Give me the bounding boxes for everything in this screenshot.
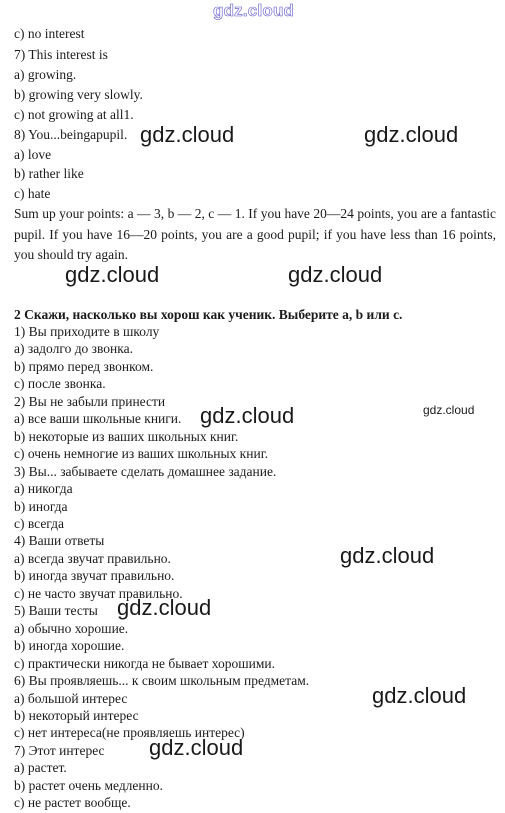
option-q7-c: c) not growing at all1. (14, 107, 134, 122)
russian-line: 5) Ваши тесты (14, 603, 98, 619)
russian-line: c) после звонка. (14, 376, 106, 392)
option-q8-c: c) hate (14, 186, 51, 201)
russian-line: a) задолго до звонка. (14, 341, 133, 357)
watermark: gdz.cloud (200, 403, 295, 428)
question-8-title: 8) You...beingapupil. (14, 127, 128, 142)
russian-line: 3) Вы... забываете сделать домашнее задание. (14, 463, 277, 479)
russian-heading: 2 Скажи, насколько вы хорош как ученик. Выберите a, b или c. (14, 307, 403, 322)
russian-line: c) не часто звучат правильно. (14, 585, 183, 601)
option-q7-a: a) growing. (14, 67, 77, 82)
russian-line: c) всегда (14, 516, 65, 531)
russian-line: 6) Вы проявляешь... к своим школьным предметам. (14, 673, 310, 688)
watermark: gdz.cloud (372, 683, 467, 708)
watermark: gdz.cloud (149, 735, 244, 760)
option-q6-c: c) no interest (14, 26, 85, 41)
watermark: gdz.cloud (288, 262, 383, 287)
russian-line: a) большой интерес (14, 690, 128, 706)
russian-line: a) все ваши школьные книги. (14, 411, 182, 427)
option-q8-a: a) love (14, 147, 52, 162)
watermark: gdz.cloud (423, 403, 475, 417)
russian-line: 1) Вы приходите в школу (14, 324, 160, 339)
option-q7-b: b) growing very slowly. (14, 87, 143, 102)
question-7-title: 7) This interest is (14, 47, 108, 62)
russian-line: 7) Этот интерес (14, 742, 105, 758)
russian-line: c) практически никогда не бывает хорошими. (14, 655, 276, 671)
watermark: gdz.cloud (340, 543, 435, 568)
russian-line: b) иногда хорошие. (14, 638, 125, 654)
russian-line: c) очень немногие из ваших школьных книг. (14, 446, 269, 462)
option-q8-b: b) rather like (14, 166, 84, 181)
watermark: gdz.cloud (117, 595, 212, 620)
summary-paragraph: Sum up your points: a — 3, b — 2, c — 1. If you have 20—24 points, you are a fantastic pupil. If you have 16—20 points, you are a good pupil; if you have less than 16 points, you should try again. (14, 206, 496, 262)
russian-line: 4) Ваши ответы (14, 533, 105, 549)
russian-line: b) некоторый интерес (14, 707, 139, 723)
russian-line: b) растет очень медленно. (14, 777, 163, 793)
russian-line: a) никогда (14, 481, 73, 496)
russian-line: c) не растет вообще. (14, 795, 131, 811)
watermark-top: gdz.cloud (213, 1, 295, 20)
watermark: gdz.cloud (364, 122, 459, 147)
russian-line: b) иногда звучат правильно. (14, 568, 175, 584)
russian-line: a) обычно хорошие. (14, 620, 129, 636)
watermark: gdz.cloud (140, 122, 235, 147)
watermark: gdz.cloud (65, 262, 160, 287)
russian-line: c) нет интереса(не проявляешь интерес) (14, 725, 245, 741)
russian-line: a) растет. (14, 760, 67, 776)
russian-line: b) прямо перед звонком. (14, 358, 154, 374)
russian-line: b) иногда (14, 498, 68, 514)
russian-line: b) некоторые из ваших школьных книг. (14, 428, 239, 444)
russian-line: a) всегда звучат правильно. (14, 550, 171, 566)
russian-line: 2) Вы не забыли принести (14, 393, 166, 409)
